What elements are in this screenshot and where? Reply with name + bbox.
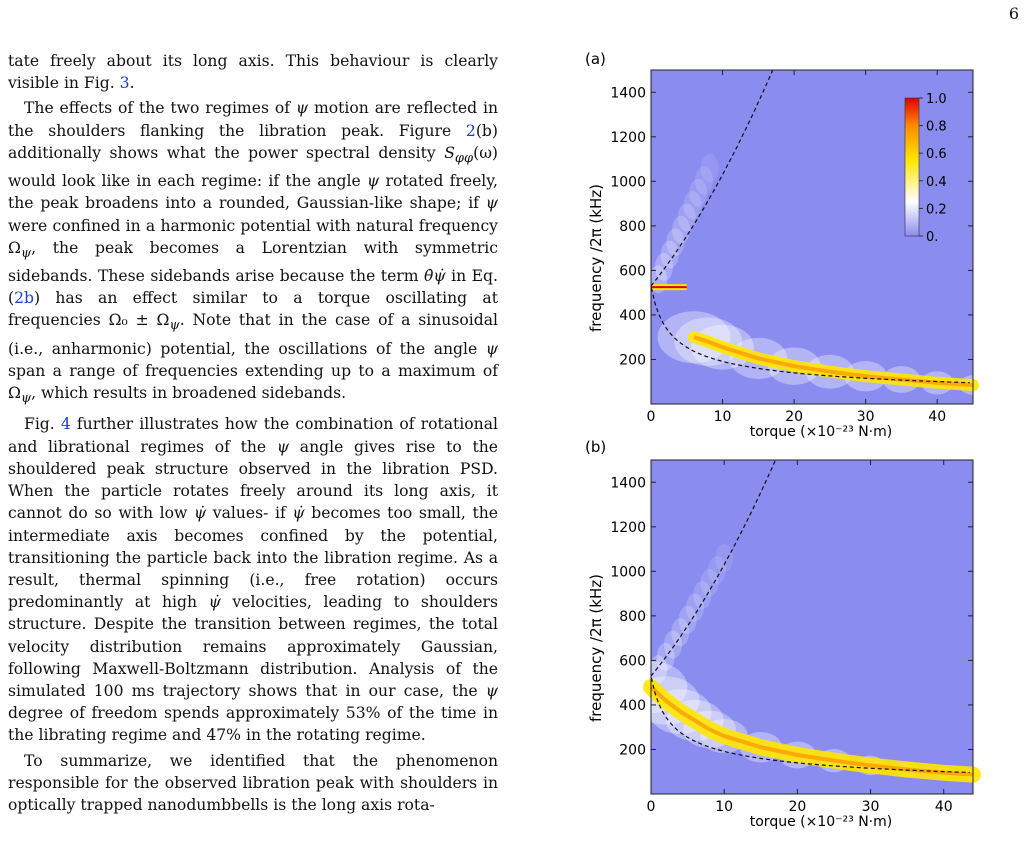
colorbar-tick-label: 0.6 bbox=[926, 147, 947, 163]
colorbar-tick-label: 1.0 bbox=[926, 92, 947, 107]
x-tick-label: 40 bbox=[934, 799, 953, 815]
page-number: 6 bbox=[1008, 4, 1019, 23]
y-tick-label: 1200 bbox=[610, 129, 646, 146]
colorbar-tick-label: 0. bbox=[926, 230, 939, 245]
panel-a-label: (a) bbox=[585, 50, 606, 68]
x-tick-label: 40 bbox=[928, 409, 947, 425]
y-tick-label: 200 bbox=[619, 352, 646, 369]
paragraph-2: The effects of the two regimes of ψ motion are reflected in the shoulders flanking the libration peak. Figure 2(b) additionally shows what the power spectral density $S_{\varphi\varphi}(\omega)$ would look like in each regime: if the angle ψ rotated freely, the peak broadens into a rounded, Gaussian-like shape; if ψ were confined in a harmonic potential with natural frequency $\Omega_\psi$, the peak becomes a Lorentzian with symmetric sidebands. These sidebands arise because the term θ̇ψ̇ in Eq. (2b) has an effect similar to a torque oscillating at frequencies $\Omega_0 \pm \Omega_\psi$. Note that in the case of a sinusoidal (i.e., anharmonic) potential, the oscillations of the angle ψ span a range of frequencies extending up to a maximum of $\Omega_\psi$, which results in broadened sidebands. bbox=[8, 99, 498, 407]
y-tick-label: 800 bbox=[619, 608, 646, 625]
paragraph-1: tate freely about its long axis. This behaviour is clearly visible in Fig. 3. bbox=[8, 52, 498, 93]
body-text bbox=[8, 50, 498, 819]
y-tick-label: 1200 bbox=[610, 519, 646, 536]
panel-a-xlabel: torque (×10⁻²³ N·m) bbox=[749, 424, 893, 440]
panel-b bbox=[610, 460, 981, 815]
x-tick-label: 30 bbox=[856, 409, 875, 425]
panel-b-ylabel: frequency /2π (kHz) bbox=[587, 574, 605, 722]
y-tick-label: 1400 bbox=[610, 475, 646, 492]
glow-branch bbox=[701, 154, 719, 182]
y-tick-label: 1400 bbox=[610, 85, 646, 102]
y-tick-label: 200 bbox=[619, 742, 646, 759]
glow-branch bbox=[715, 544, 733, 572]
x-tick-label: 10 bbox=[715, 799, 734, 815]
y-tick-label: 800 bbox=[619, 218, 646, 235]
colorbar-tick-label: 0.2 bbox=[926, 202, 947, 218]
eq-2b-link[interactable]: 2b bbox=[14, 289, 34, 308]
fig-4-link[interactable]: 4 bbox=[60, 415, 71, 434]
x-tick-label: 20 bbox=[788, 799, 807, 815]
panel-b-xlabel: torque (×10⁻²³ N·m) bbox=[749, 814, 893, 830]
fig-2-link[interactable]: 2 bbox=[465, 121, 476, 140]
colorbar-tick-label: 0.4 bbox=[926, 174, 947, 190]
x-tick-label: 20 bbox=[785, 409, 804, 425]
panel-b-label: (b) bbox=[585, 438, 607, 456]
colorbar-gradient bbox=[905, 98, 919, 236]
y-tick-label: 1000 bbox=[610, 564, 646, 581]
y-tick-label: 600 bbox=[619, 653, 646, 670]
colorbar-tick-label: 0.8 bbox=[926, 119, 947, 135]
paragraph-4: To summarize, we identified that the phenomenon responsible for the observed libration peak with shoulders in optically trapped nanodumbbells is the long axis rota- bbox=[8, 751, 498, 814]
y-tick-label: 400 bbox=[619, 307, 646, 324]
x-tick-label: 10 bbox=[713, 409, 732, 425]
y-tick-label: 400 bbox=[619, 697, 646, 714]
paragraph-3: Fig. 4 further illustrates how the combination of rotational and librational regimes of the ψ angle gives rise to the shouldered peak structure observed in the libration PSD. When the particle rotates freely around its long axis, it cannot do so with low ψ̇ values- if ψ̇ becomes too small, the intermediate axis becomes confined by the potential, transitioning the particle back into the libration regime. As a result, thermal spinning (i.e., free rotation) occurs predominantly at high ψ̇ velocities, leading to shoulders structure. Despite the transition between regimes, the total velocity distribution remains approximately Gaussian, following Maxwell-Boltzmann distribution. Analysis of the simulated 100 ms trajectory shows that in our case, the ψ degree of freedom spends approximately 53% of the time in the librating regime and 47% in the rotating regime. bbox=[8, 415, 499, 745]
panel-a-ylabel: frequency /2π (kHz) bbox=[587, 184, 605, 332]
fig-3-link[interactable]: 3 bbox=[119, 74, 130, 93]
y-tick-label: 1000 bbox=[610, 174, 646, 191]
figure bbox=[575, 48, 1015, 848]
x-tick-label: 0 bbox=[646, 799, 656, 815]
y-tick-label: 600 bbox=[619, 263, 646, 280]
x-tick-label: 0 bbox=[646, 409, 656, 425]
figure-svg bbox=[575, 48, 1015, 848]
x-tick-label: 30 bbox=[861, 799, 880, 815]
